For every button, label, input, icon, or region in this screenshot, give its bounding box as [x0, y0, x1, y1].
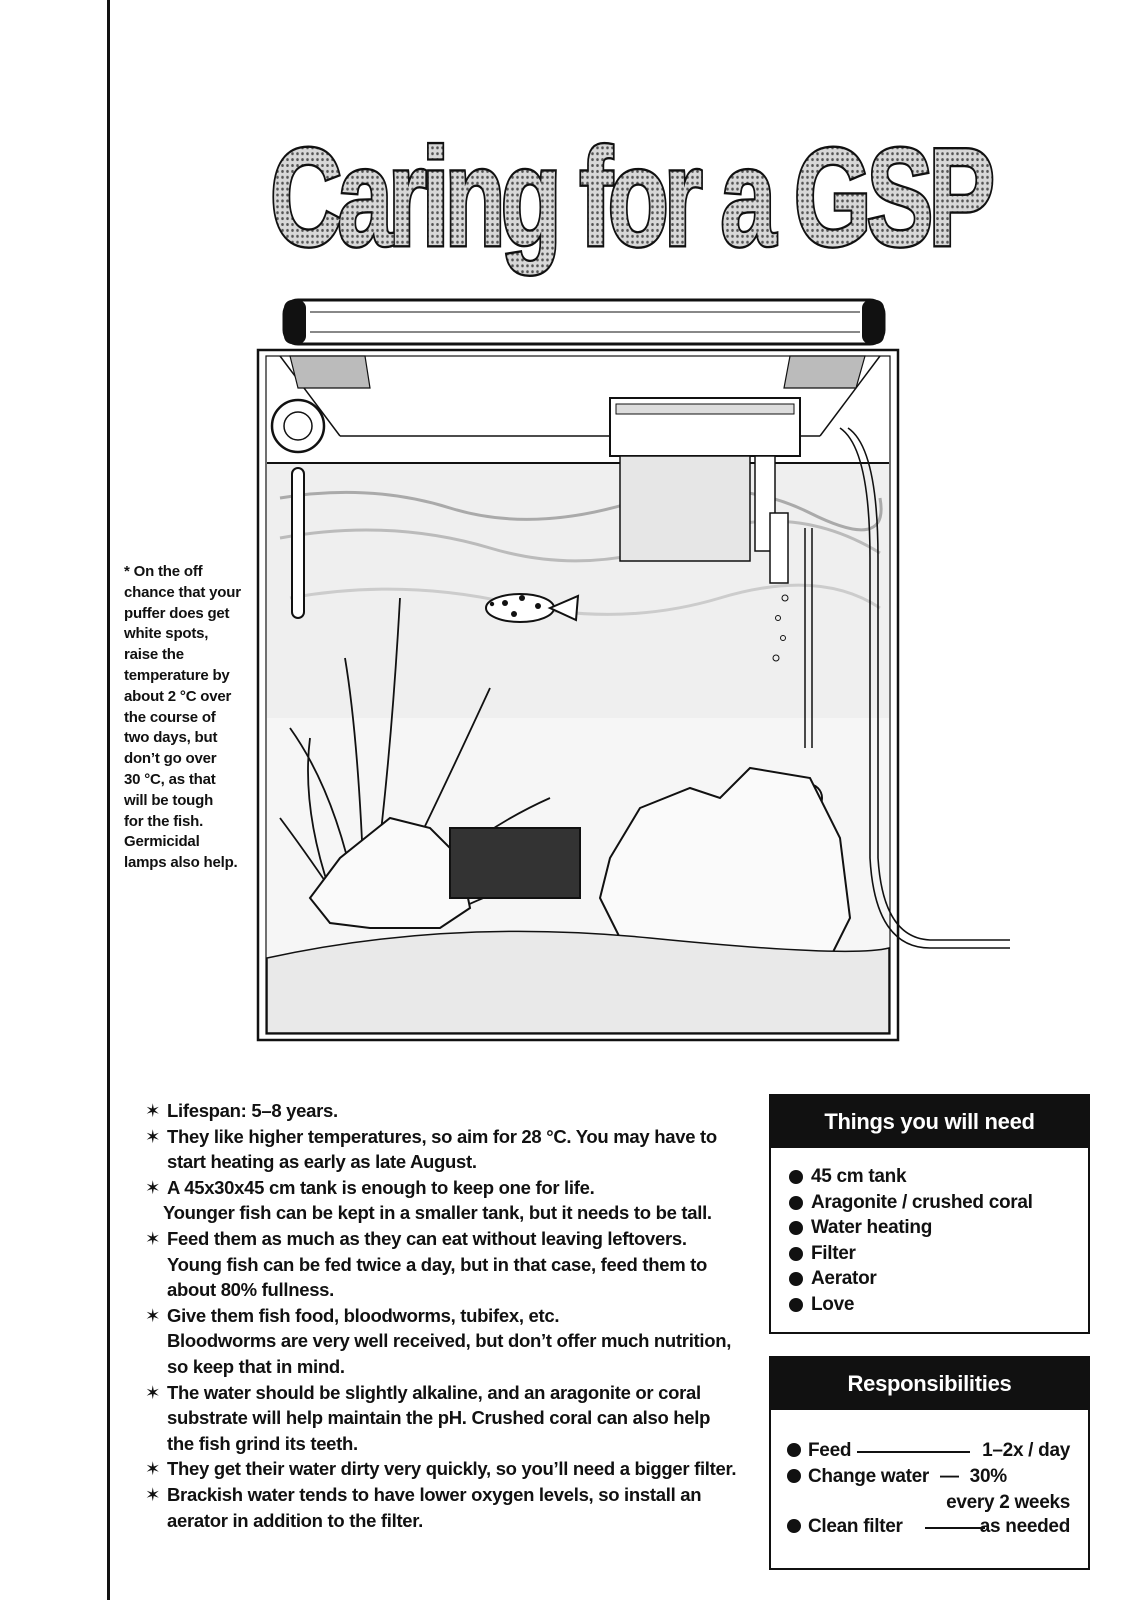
bullet-dot-icon: [787, 1443, 801, 1457]
needs-item: Water heating: [789, 1215, 1088, 1241]
resp-water-row: [787, 1464, 1070, 1490]
hang-on-filter: [610, 398, 800, 583]
aquarium-drawing: [250, 298, 1030, 1068]
fact-line: Young fish can be fed twice a day, but in that case, feed them to: [167, 1253, 708, 1275]
fact-line: Lifespan: 5–8 years.: [167, 1100, 338, 1121]
resp-filter-label: Clean filter: [808, 1516, 903, 1537]
fact-line: aerator in addition to the filter.: [167, 1509, 424, 1531]
fact-line: the fish grind its teeth.: [167, 1432, 358, 1454]
star-bullet-icon: ✶: [145, 1304, 161, 1326]
bullet-dot-icon: [787, 1469, 801, 1483]
fact-line: about 80% fullness.: [167, 1279, 335, 1301]
bullet-dot-icon: [787, 1519, 801, 1533]
resp-water-frequency: every 2 weeks: [946, 1492, 1070, 1513]
star-bullet-icon: ✶: [145, 1125, 161, 1147]
fact-item: [145, 1380, 755, 1457]
resp-feed-row: [787, 1438, 1070, 1464]
needs-item: Aragonite / crushed coral: [789, 1190, 1088, 1216]
fact-line: They get their water dirty very quickly, so you’ll need a bigger filter.: [167, 1458, 737, 1480]
resp-feed-label: Feed: [808, 1440, 852, 1461]
tank-lamp: [284, 300, 884, 344]
needs-item: Filter: [789, 1241, 1088, 1267]
white-spots-note: * On the off chance that your puffer does get white spots, raise the temperature by about 2 °C over the course of two days, but don’t go over 30 °C, as that will be tough for the fish. Germicidal lamps also help.: [124, 563, 241, 872]
fact-line: Bloodworms are very well received, but don’t offer much nutrition,: [167, 1330, 732, 1352]
star-bullet-icon: ✶: [145, 1227, 161, 1249]
fact-item: [145, 1482, 755, 1533]
fact-line: Brackish water tends to have lower oxygen levels, so install an: [167, 1483, 702, 1505]
aquarium-illustration: [250, 298, 1030, 1068]
needs-heading: Things you will need: [771, 1096, 1088, 1148]
fact-line: A 45x30x45 cm tank is enough to keep one for life.: [167, 1176, 595, 1198]
star-bullet-icon: ✶: [145, 1458, 161, 1480]
star-bullet-icon: ✶: [145, 1483, 161, 1505]
page-title: [250, 100, 1010, 290]
fact-item: [145, 1456, 755, 1482]
fact-line: start heating as early as late August.: [167, 1151, 477, 1173]
title-text: Caring for a GSP: [269, 119, 992, 276]
fact-line: Younger fish can be kept in a smaller tank, but it needs to be tall.: [163, 1202, 712, 1224]
fact-item: [145, 1175, 755, 1226]
star-bullet-icon: ✶: [145, 1100, 161, 1121]
resp-filter-value: as needed: [979, 1516, 1070, 1537]
responsibilities-box: [769, 1356, 1090, 1570]
fact-line: Give them fish food, bloodworms, tubifex, etc.: [167, 1304, 560, 1326]
fact-item: [145, 1124, 755, 1175]
care-facts-list: [145, 1098, 755, 1533]
leader-line: [857, 1451, 970, 1453]
star-bullet-icon: ✶: [145, 1176, 161, 1198]
page-margin-rule: [107, 0, 110, 1600]
needs-list: [789, 1164, 1088, 1318]
resp-feed-value: 1–2x / day: [982, 1440, 1070, 1461]
needs-item: Aerator: [789, 1266, 1088, 1292]
resp-water-row-2: [787, 1490, 1070, 1516]
title-lettering: [250, 100, 1010, 290]
needs-item: Love: [789, 1292, 1088, 1318]
fact-line: The water should be slightly alkaline, and an aragonite or coral: [167, 1381, 701, 1403]
fact-item: [145, 1226, 755, 1303]
needs-item: 45 cm tank: [789, 1164, 1088, 1190]
resp-water-value: 30%: [969, 1466, 1007, 1487]
fact-line: substrate will help maintain the pH. Crushed coral can also help: [167, 1407, 711, 1429]
fact-item: [145, 1303, 755, 1380]
fact-line: so keep that in mind.: [167, 1355, 345, 1377]
fact-item: [145, 1098, 755, 1124]
resp-water-dash: —: [939, 1466, 959, 1487]
responsibilities-heading: Responsibilities: [771, 1358, 1088, 1410]
resp-water-label: Change water: [808, 1466, 929, 1487]
things-you-will-need-box: [769, 1094, 1090, 1334]
fact-line: They like higher temperatures, so aim for 28 °C. You may have to: [167, 1125, 717, 1147]
fact-line: Feed them as much as they can eat without leaving leftovers.: [167, 1227, 687, 1249]
leader-line: [925, 1527, 985, 1529]
resp-filter-row: [787, 1514, 1070, 1540]
star-bullet-icon: ✶: [145, 1381, 161, 1403]
